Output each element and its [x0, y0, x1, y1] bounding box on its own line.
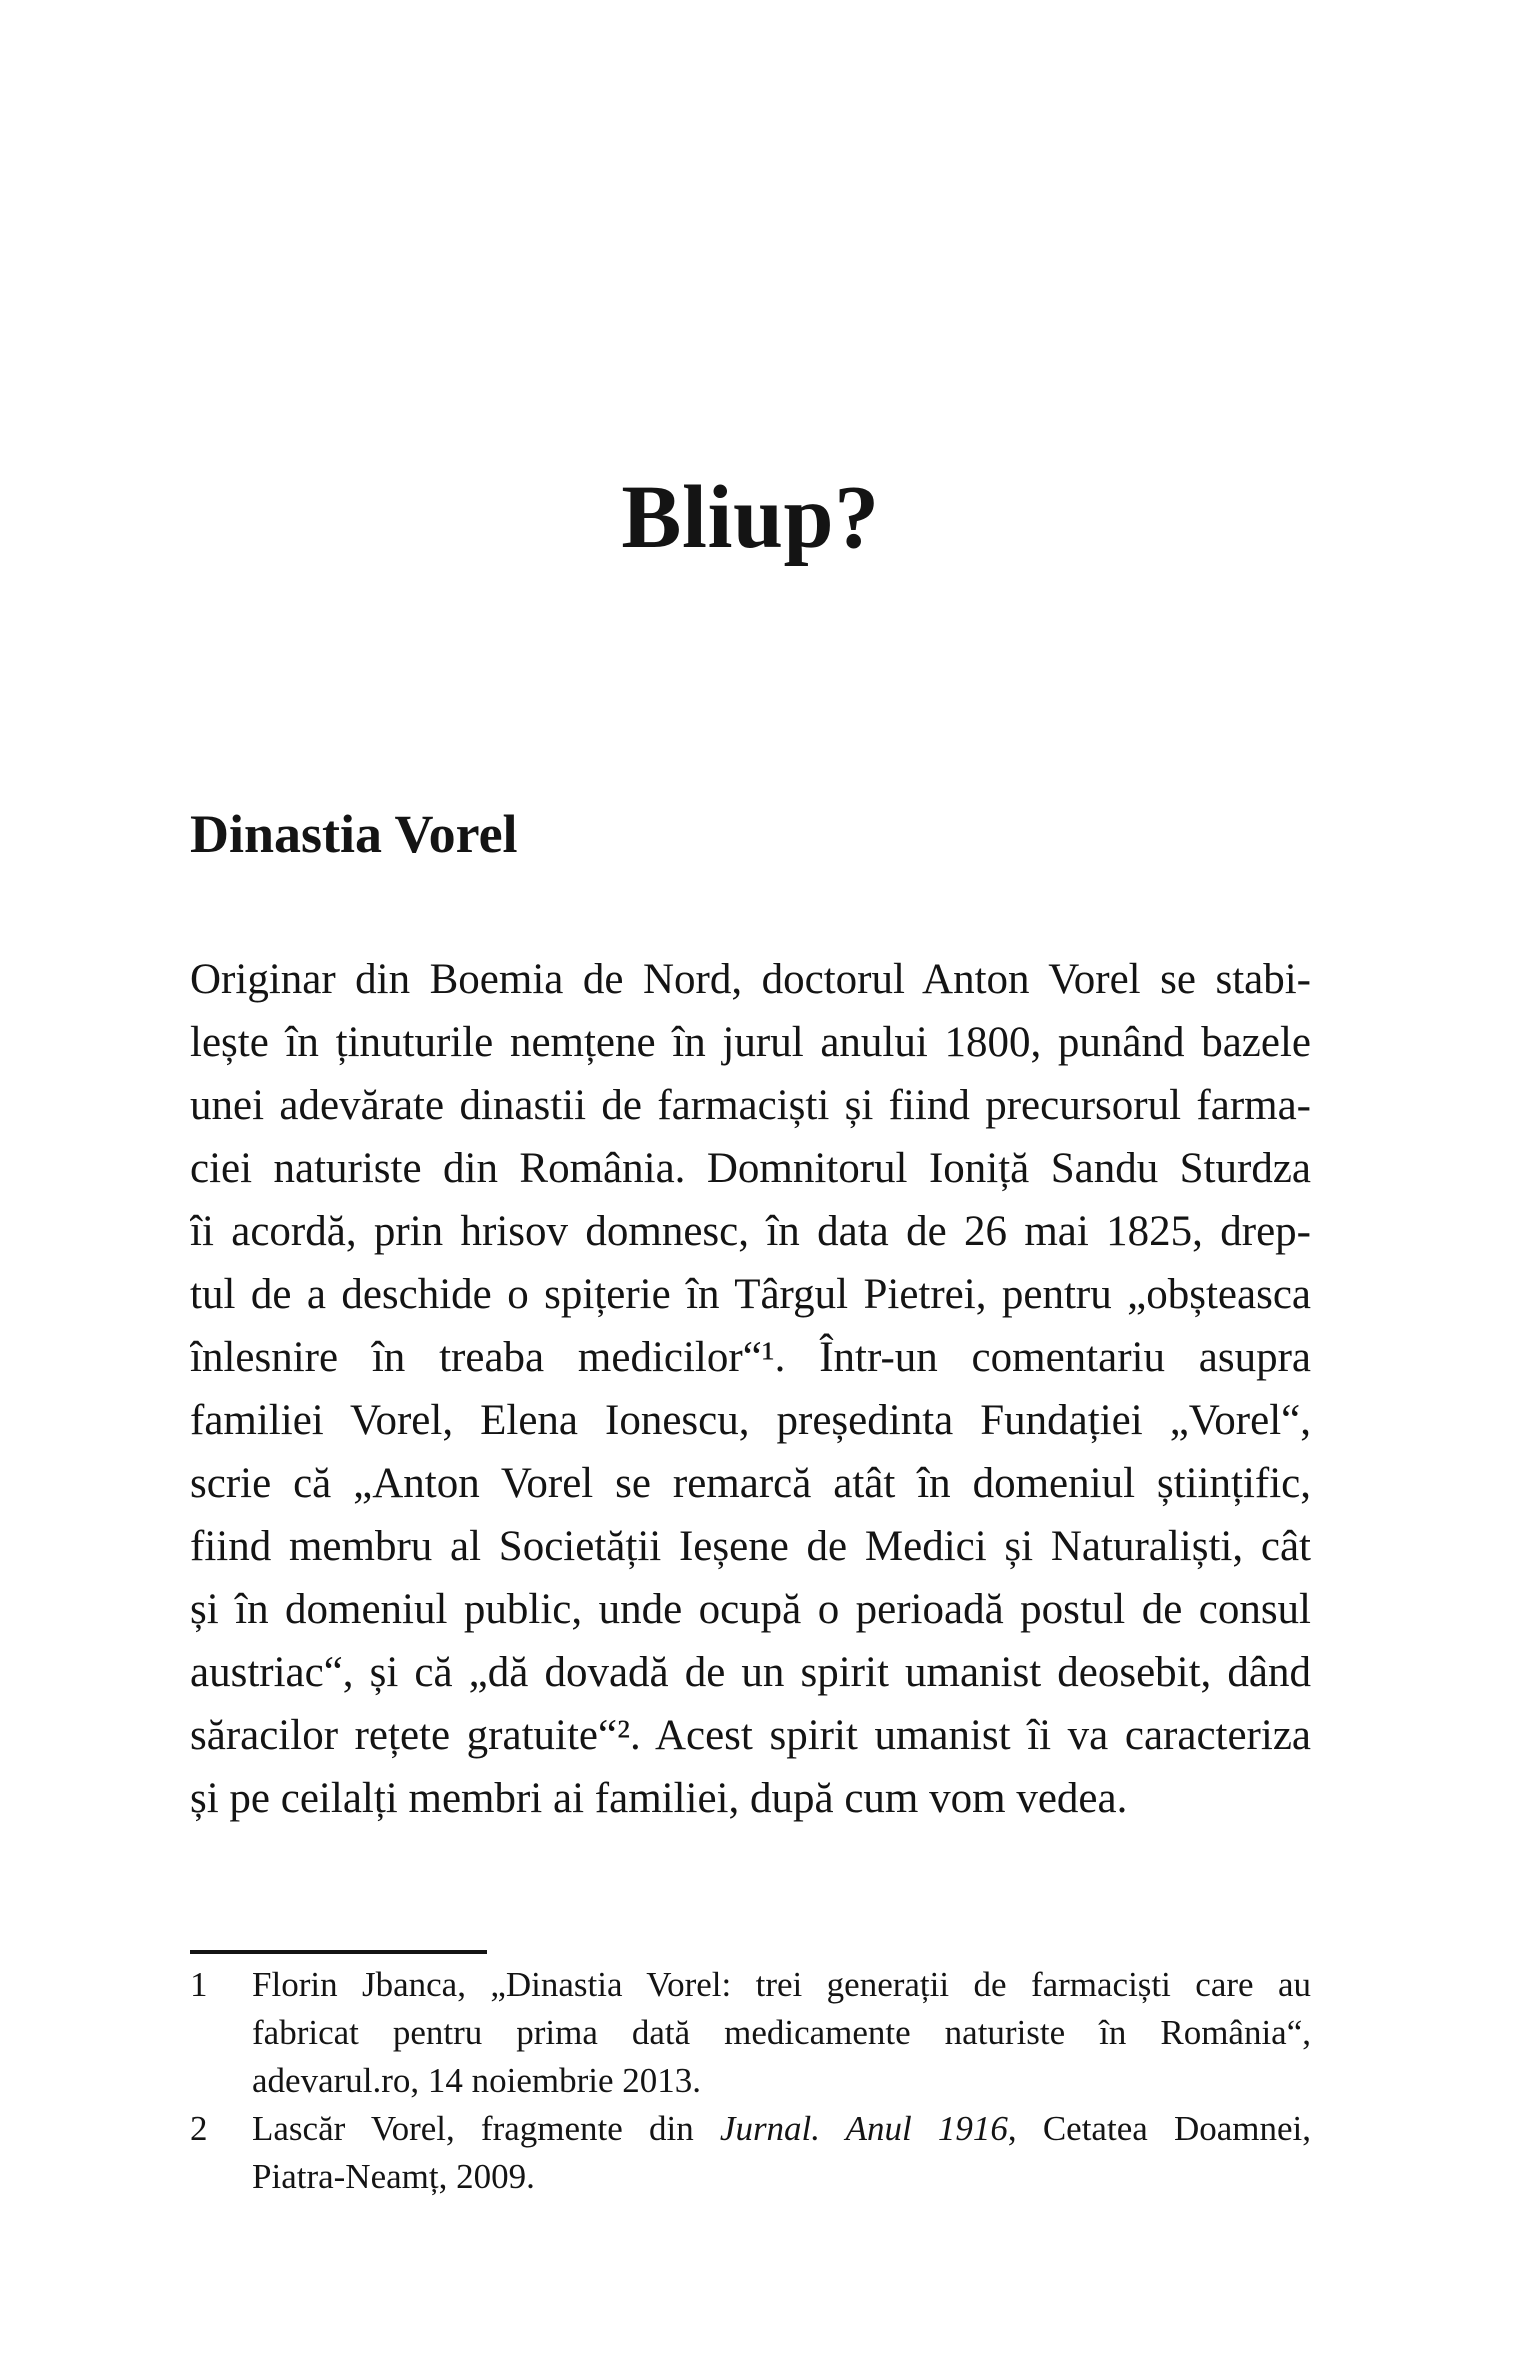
paragraph-line: săracilor rețete gratuite“². Acest spirit umanist îi va caracteriza [190, 1712, 1311, 1759]
footnote-number: 2 [190, 2109, 208, 2148]
footnote-line: Piatra-Neamț, 2009. [252, 2157, 535, 2196]
paragraph [190, 948, 1311, 1830]
paragraph-line: Originar din Boemia de Nord, doctorul Anton Vorel se stabi- [190, 956, 1311, 1003]
footnotes-section [190, 1961, 1311, 2201]
paragraph-line: îi acordă, prin hrisov domnesc, în data de 26 mai 1825, drep- [190, 1208, 1311, 1255]
paragraph-line: și în domeniul public, unde ocupă o perioadă postul de consul [190, 1586, 1311, 1633]
footnote [190, 2105, 1311, 2201]
footnote-line: fabricat pentru prima dată medicamente naturiste în România“, [252, 2013, 1311, 2052]
paragraph-line: lește în ținuturile nemțene în jurul anului 1800, punând bazele [190, 1019, 1311, 1066]
paragraph-line: și pe ceilalți membri ai familiei, după cum vom vedea. [190, 1775, 1128, 1822]
footnote-number: 1 [190, 1965, 208, 2004]
paragraph-line: tul de a deschide o spițerie în Târgul Pietrei, pentru „obșteasca [190, 1271, 1311, 1318]
paragraph-line: fiind membru al Societății Ieșene de Medici și Naturaliști, cât [190, 1523, 1311, 1570]
chapter-title: Bliup? [621, 468, 880, 567]
paragraph-line: austriac“, și că „dă dovadă de un spirit umanist deosebit, dând [190, 1649, 1311, 1696]
footnote-line [252, 2105, 1311, 2153]
section-heading: Dinastia Vorel [190, 804, 518, 864]
footnote-text: Lascăr Vorel, fragmente din [252, 2109, 720, 2148]
paragraph-line: unei adevărate dinastii de farmaciști și fiind precursorul farma- [190, 1082, 1311, 1129]
footnote [190, 1961, 1311, 2105]
footnote-separator [190, 1950, 487, 1954]
footnote-italic-title: Jurnal. Anul 1916 [719, 2109, 1008, 2148]
footnote-line: Florin Jbanca, „Dinastia Vorel: trei generații de farmaciști care au [252, 1965, 1311, 2004]
footnote-text: , Cetatea Doamnei, [1007, 2109, 1311, 2148]
paragraph-line: ciei naturiste din România. Domnitorul Ioniță Sandu Sturdza [190, 1145, 1311, 1192]
footnote-line: adevarul.ro, 14 noiembrie 2013. [252, 2061, 702, 2100]
paragraph-line: scrie că „Anton Vorel se remarcă atât în domeniul științific, [190, 1460, 1311, 1507]
paragraph-line: familiei Vorel, Elena Ionescu, președinta Fundației „Vorel“, [190, 1397, 1311, 1444]
paragraph-line: înlesnire în treaba medicilor“¹. Într-un comentariu asupra [190, 1334, 1311, 1381]
